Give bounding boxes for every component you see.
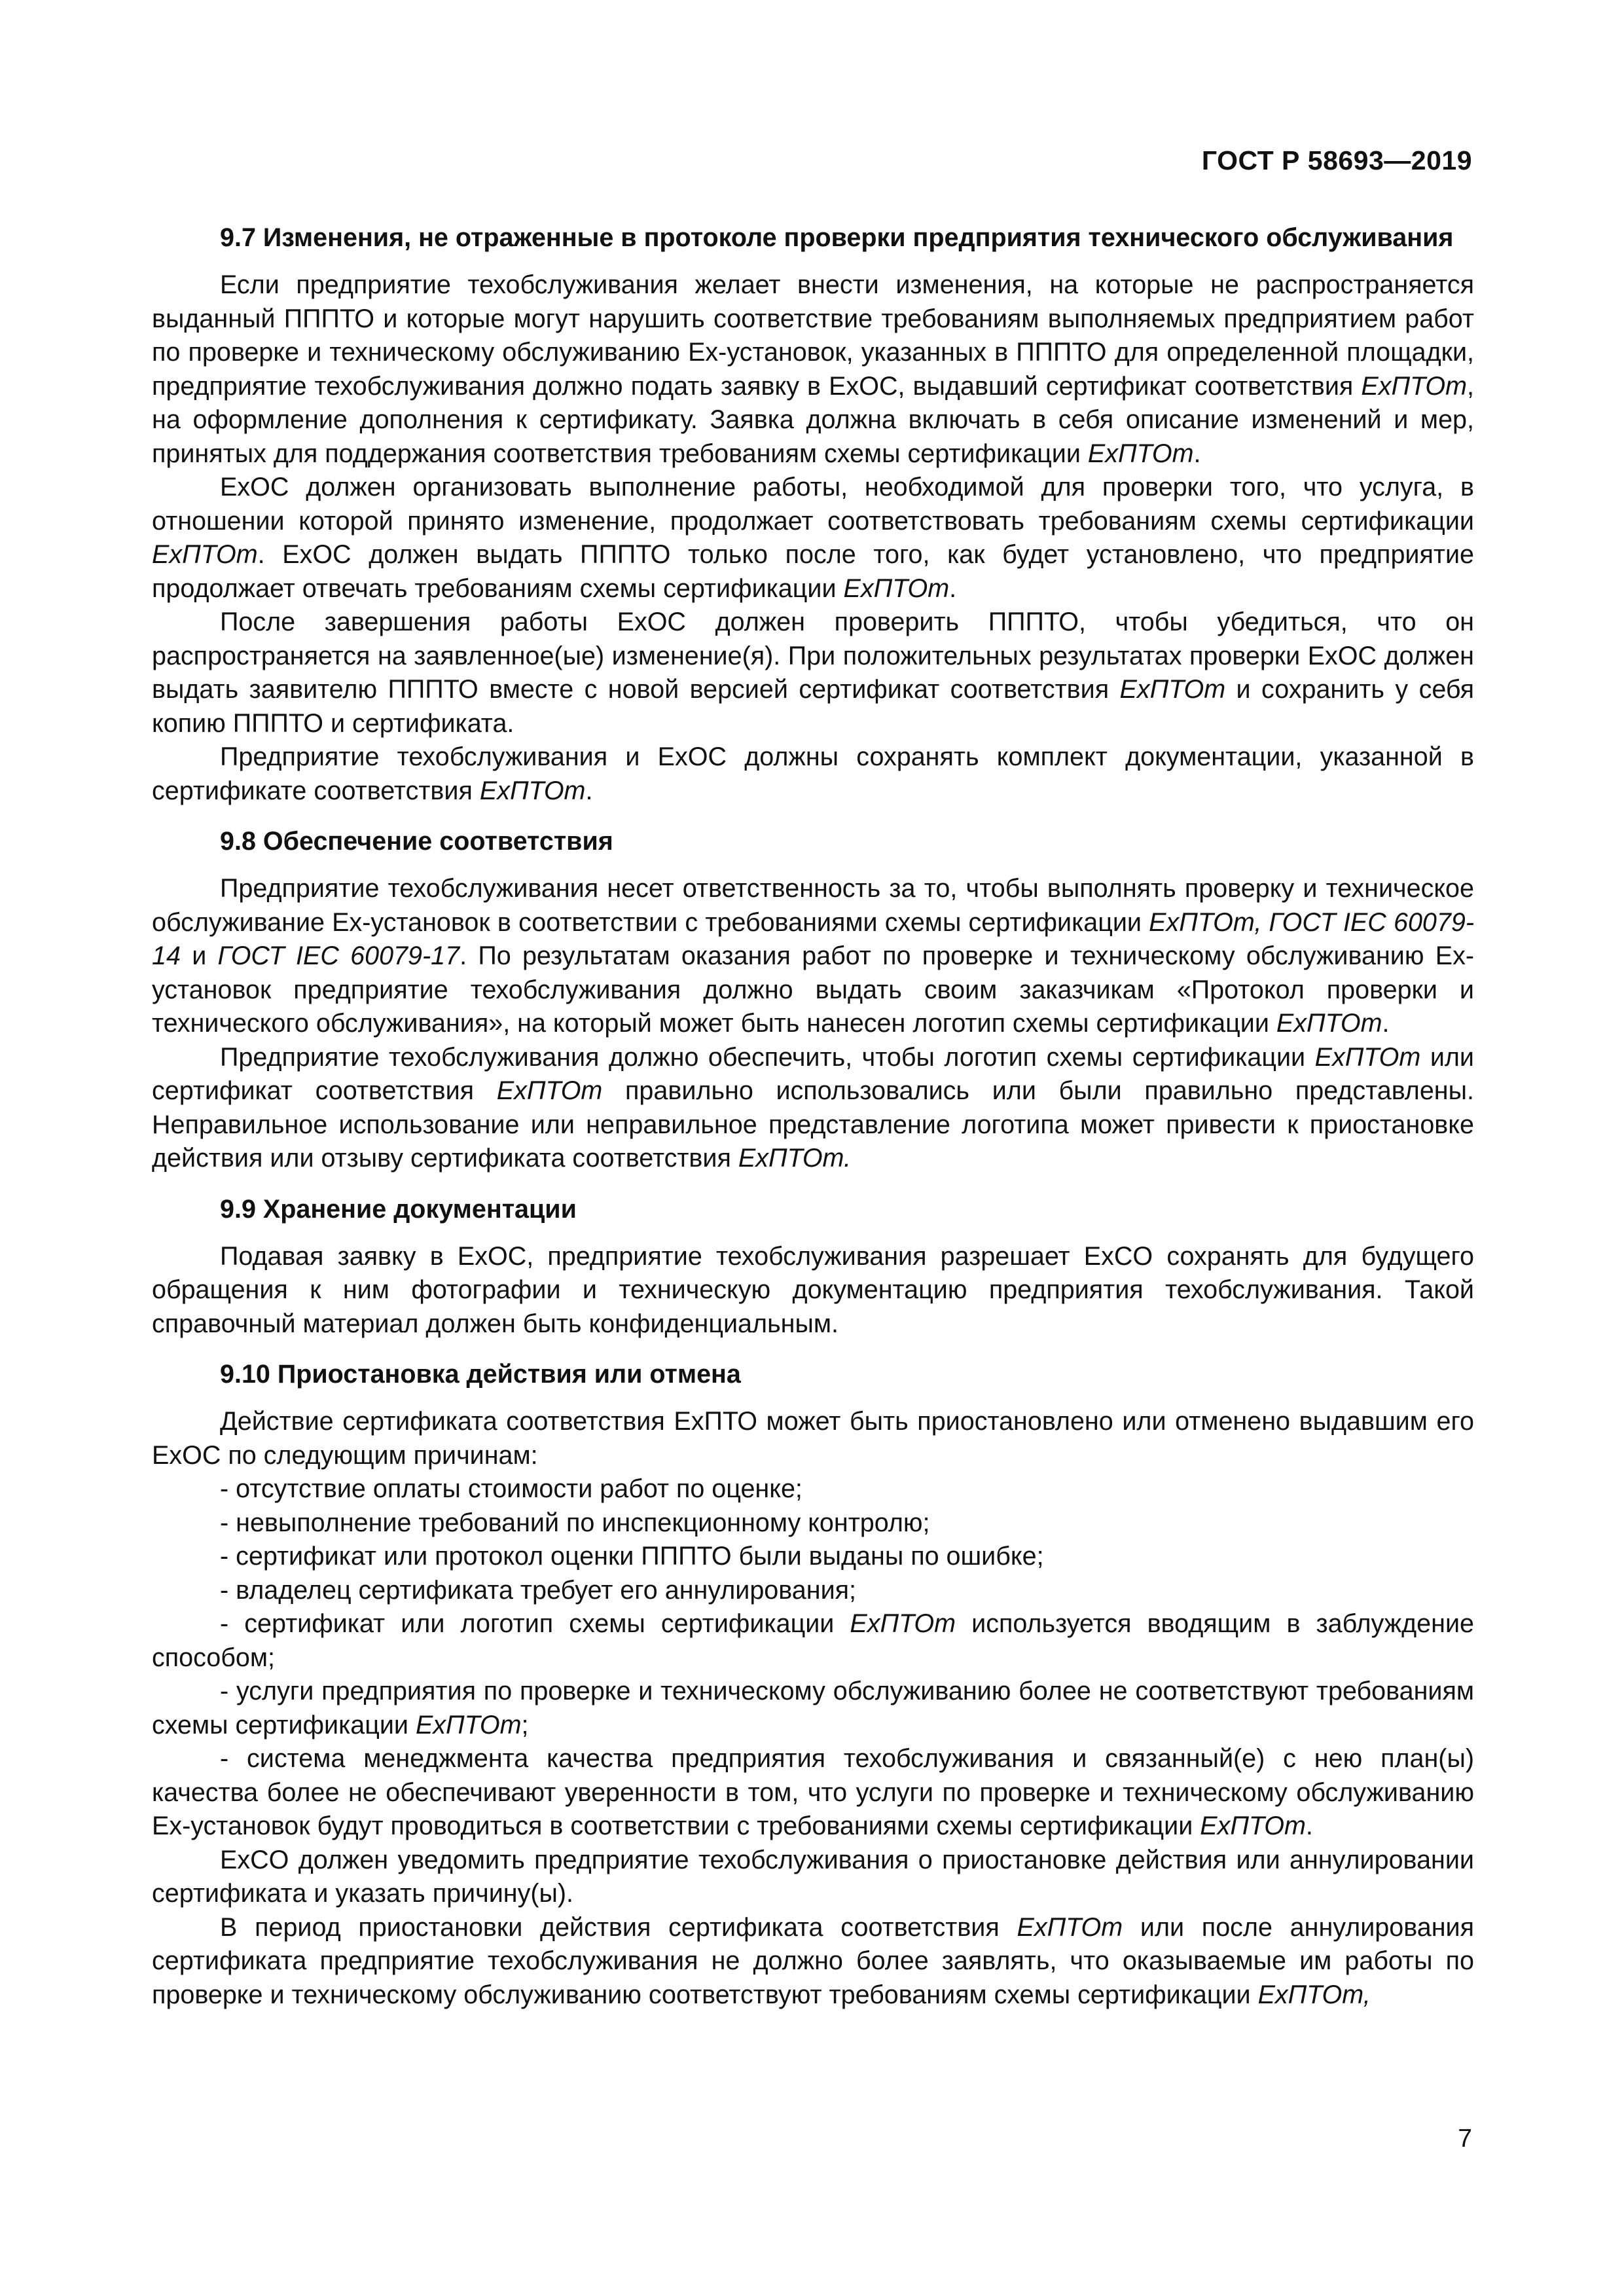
paragraph: Предприятие техобслуживания несет ответственность за то, чтобы выполнять проверку и техническое обслуживание Ех-установок в соответствии с требованиями схемы сертификации ExПТОт, ГОСТ IEC 60079-14 и ГОСТ IEC 60079-17. По результатам оказания работ по проверке и техническому обслуживанию Ех-установок предприятие техобслуживания должно выдать своим заказчикам «Протокол проверки и технического обслуживания», на который может быть нанесен логотип схемы сертификации ExПТОт.: [152, 874, 1474, 1038]
document-code: ГОСТ Р 58693—2019: [1201, 145, 1472, 175]
paragraph: Если предприятие техобслуживания желает внести изменения, на которые не распространяется выданный ПППТО и которые могут нарушить соответствие требованиям выполняемых предприятием работ по проверке и техническому обслуживанию Ех-установок, указанных в ПППТО для определенной площадки, предприятие техобслуживания должно подать заявку в ExOC, выдавший сертификат соответствия ExПТОт, на оформление дополнения к сертификату. Заявка должна включать в себя описание изменений и мер, принятых для поддержания соответствия требованиям схемы сертификации ExПТОт.: [152, 270, 1474, 468]
page-number: 7: [1458, 2124, 1472, 2153]
section-9-10-title: 9.10 Приостановка действия или отмена: [220, 1360, 741, 1389]
list-item: - владелец сертификата требует его аннулирования;: [220, 1575, 857, 1605]
list-item: - отсутствие оплаты стоимости работ по оценке;: [220, 1474, 803, 1503]
paragraph: Действие сертификата соответствия ExПТО может быть приостановлено или отменено выдавшим его ExOC по следующим причинам:: [152, 1407, 1474, 1470]
paragraph: После завершения работы ExOC должен проверить ПППТО, чтобы убедиться, что он распространяется на заявленное(ые) изменение(я). При положительных результатах проверки ExOC должен выдать заявителю ПППТО вместе с новой версией сертификат соответствия ExПТОт и сохранить у себя копию ПППТО и сертификата.: [152, 608, 1474, 738]
paragraph: Предприятие техобслуживания должно обеспечить, чтобы логотип схемы сертификации ExПТОт или сертификат соответствия ExПТОт правильно использовались или были правильно представлены. Неправильное использование или неправильное представление логотипа может привести к приостановке действия или отзыву сертификата соответствия ExПТОт.: [152, 1042, 1474, 1173]
list-item: - сертификат или протокол оценки ПППТО были выданы по ошибке;: [220, 1542, 1044, 1571]
paragraph: ExCO должен уведомить предприятие техобслуживания о приостановке действия или аннулировании сертификата и указать причину(ы).: [152, 1845, 1474, 1908]
section-9-8-title: 9.8 Обеспечение соответствия: [220, 827, 613, 856]
list-item: - система менеджмента качества предприятия техобслуживания и связанный(е) с нею план(ы) качества более не обеспечивают уверенности в том, что услуги по проверке и техническому обслуживанию Ех-установок будут проводиться в соответствии с требованиями схемы сертификации ExПТОт.: [152, 1744, 1474, 1840]
page-content: [152, 221, 1474, 2012]
paragraph: ExOC должен организовать выполнение работы, необходимой для проверки того, что услуга, в отношении которой принято изменение, продолжает соответствовать требованиям схемы сертификации ExПТОт. ExOC должен выдать ПППТО только после того, как будет установлено, что предприятие продолжает отвечать требованиям схемы сертификации ExПТОт.: [152, 473, 1474, 603]
section-9-7-title: 9.7 Изменения, не отраженные в протоколе проверки предприятия технического обслуживания: [220, 223, 1454, 252]
list-item: - услуги предприятия по проверке и техническому обслуживанию более не соответствуют требованиям схемы сертификации ExПТОт;: [152, 1677, 1474, 1740]
paragraph: Предприятие техобслуживания и ExOC должны сохранять комплект документации, указанной в сертификате соответствия ExПТОт.: [152, 742, 1474, 805]
list-item: - сертификат или логотип схемы сертификации ExПТОт используется вводящим в заблуждение способом;: [152, 1609, 1474, 1672]
paragraph: В период приостановки действия сертификата соответствия ExПТОт или после аннулирования сертификата предприятие техобслуживания не должно более заявлять, что оказываемые им работы по проверке и техническому обслуживанию соответствуют требованиям схемы сертификации ExПТОт,: [152, 1912, 1474, 2009]
paragraph: Подавая заявку в ExOC, предприятие техобслуживания разрешает ExCO сохранять для будущего обращения к ним фотографии и техническую документацию предприятия техобслуживания. Такой справочный материал должен быть конфиденциальным.: [152, 1241, 1474, 1338]
section-9-9-title: 9.9 Хранение документации: [220, 1194, 577, 1224]
list-item: - невыполнение требований по инспекционному контролю;: [220, 1508, 930, 1537]
